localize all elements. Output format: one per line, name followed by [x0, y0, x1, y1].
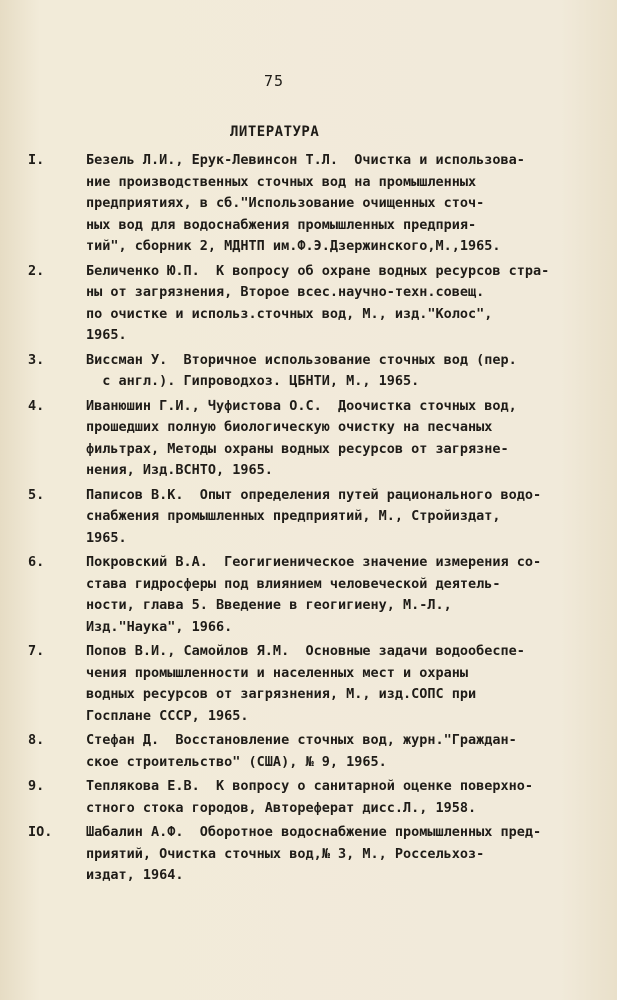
reference-line: с англ.). Гипроводхоз. ЦБНТИ, М., 1965. [86, 373, 420, 389]
reference-line: издат, 1964. [86, 867, 184, 883]
reference-number: I. [28, 152, 45, 168]
reference-number: 9. [28, 778, 45, 794]
reference-line: тий", сборник 2, МДНТП им.Ф.Э.Дзержинского,М.,1965. [86, 238, 501, 254]
reference-line: ние производственных сточных вод на промышленных [86, 173, 477, 190]
reference-line: ных вод для водоснабжения промышленных предприя- [86, 216, 477, 233]
reference-line: Стефан Д. Восстановление сточных вод, журн."Граждан- [86, 732, 517, 748]
reference-line: предприятиях, в сб."Использование очищенных сточ- [86, 195, 485, 211]
list-item [28, 822, 588, 887]
list-item [28, 396, 588, 482]
reference-line: нения, Изд.ВСНТО, 1965. [86, 462, 273, 478]
reference-line: Виссман У. Вторичное использование сточных вод (пер. [86, 351, 517, 368]
reference-number: IO. [28, 824, 53, 840]
reference-line: Шабалин А.Ф. Оборотное водоснабжение промышленных пред- [86, 824, 542, 840]
reference-line: фильтрах, Методы охраны водных ресурсов от загрязне- [86, 440, 509, 457]
reference-line: Беличенко Ю.П. К вопросу об охране водных ресурсов стра- [86, 262, 550, 279]
list-item [28, 552, 588, 638]
reference-line: става гидросферы под влиянием человеческой деятель- [86, 575, 501, 592]
page-title: ЛИТЕРАТУРА [230, 124, 320, 140]
reference-line: ности, глава 5. Введение в геогигиену, М.-Л., [86, 597, 452, 613]
reference-line: Иванюшин Г.И., Чуфистова О.С. Доочистка сточных вод, [86, 397, 517, 414]
reference-number: 8. [28, 732, 45, 748]
list-item [28, 485, 588, 550]
reference-number: 6. [28, 554, 45, 570]
reference-line: приятий, Очистка сточных вод,№ 3, М., Россельхоз- [86, 845, 485, 862]
reference-number: 2. [28, 262, 45, 279]
reference-line: по очистке и использ.сточных вод, М., изд."Колос", [86, 305, 493, 322]
reference-line: прошедших полную биологическую очистку на песчаных [86, 419, 493, 435]
reference-line: Попов В.И., Самойлов Я.М. Основные задачи водообеспе- [86, 643, 525, 659]
reference-number: 7. [28, 643, 45, 659]
reference-number: 4. [28, 397, 45, 414]
reference-line: водных ресурсов от загрязнения, М., изд.СОПС при [86, 686, 477, 702]
list-item [28, 261, 588, 347]
reference-line: Теплякова Е.В. К вопросу о санитарной оценке поверхно- [86, 778, 534, 794]
list-item [28, 150, 588, 258]
reference-line: 1965. [86, 327, 127, 343]
reference-line: чения промышленности и населенных мест и охраны [86, 664, 469, 681]
reference-line: Госплане СССР, 1965. [86, 707, 249, 724]
reference-number: 5. [28, 486, 45, 503]
reference-line: снабжения промышленных предприятий, М., Стройиздат, [86, 508, 501, 524]
page-number: 75 [264, 72, 285, 90]
reference-number: 3. [28, 351, 45, 368]
reference-list [28, 150, 588, 887]
reference-line: Покровский В.А. Геогигиеническое значение измерения со- [86, 554, 542, 570]
reference-line: стного стока городов, Автореферат дисс.Л., 1958. [86, 799, 477, 816]
reference-line: Безель Л.И., Ерук-Левинсон Т.Л. Очистка и использова- [86, 152, 525, 168]
reference-line: ны от загрязнения, Второе всес.научно-техн.совещ. [86, 284, 485, 300]
list-item [28, 350, 588, 393]
list-item [28, 641, 588, 727]
reference-line: Изд."Наука", 1966. [86, 618, 233, 635]
reference-line: Паписов В.К. Опыт определения путей рационального водо- [86, 486, 542, 503]
reference-line: ское строительство" (США), № 9, 1965. [86, 753, 387, 770]
list-item [28, 776, 588, 819]
reference-line: 1965. [86, 529, 127, 546]
list-item [28, 730, 588, 773]
